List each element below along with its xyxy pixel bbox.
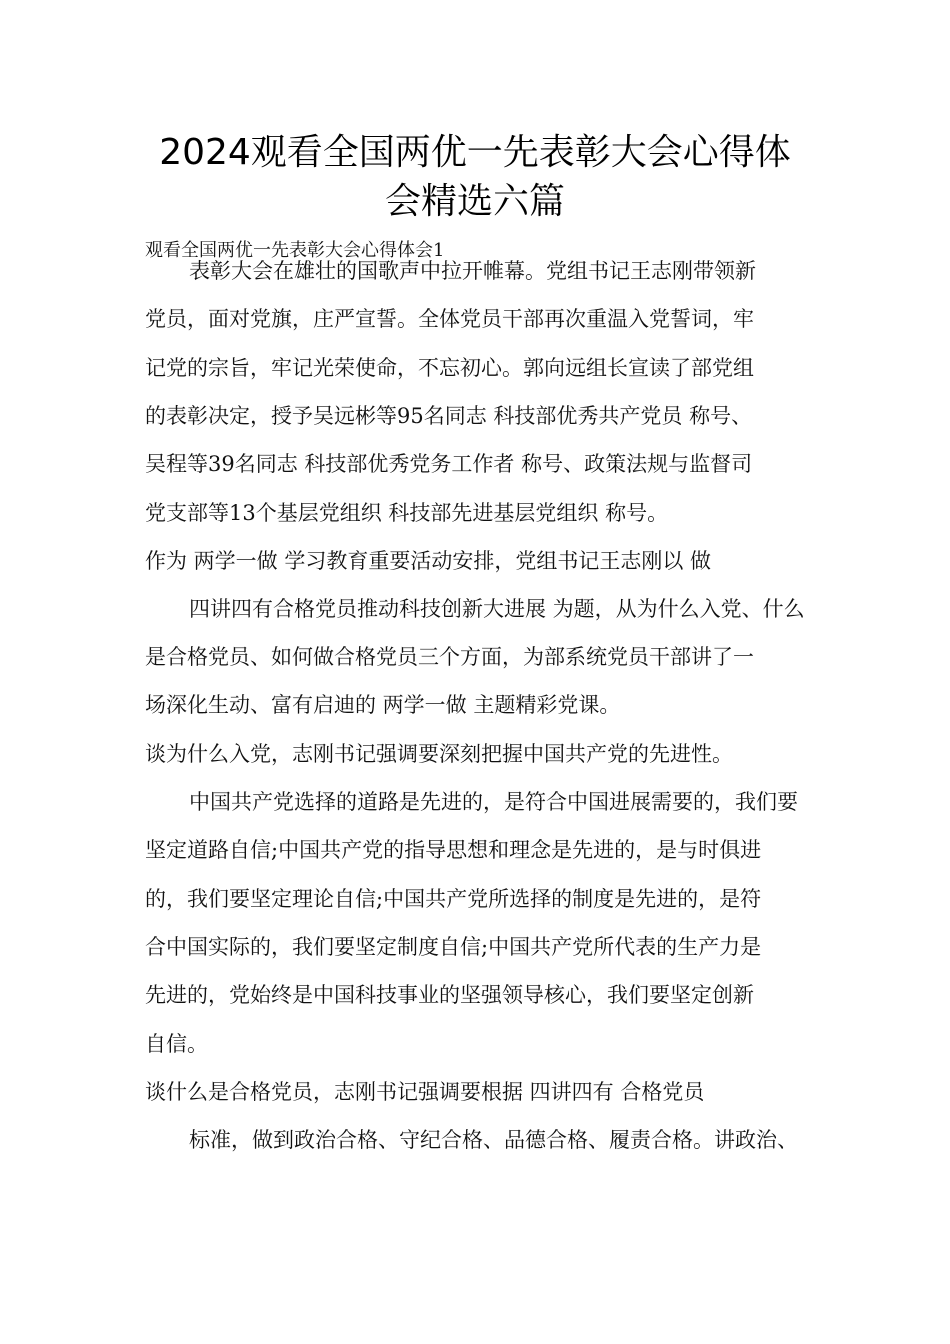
body-line: 坚定道路自信;中国共产党的指导思想和理念是先进的，是与时俱进 [145,838,762,862]
body-line: 记党的宗旨，牢记光荣使命，不忘初心。郭向远组长宣读了部党组 [145,356,754,380]
body-line: 吴程等39名同志 科技部优秀党务工作者 称号、政策法规与监督司 [145,452,753,476]
body-line: 场深化生动、富有启迪的 两学一做 主题精彩党课。 [145,693,621,717]
body-line: 的，我们要坚定理论自信;中国共产党所选择的制度是先进的，是符 [145,887,762,911]
body-line: 先进的，党始终是中国科技事业的坚强领导核心，我们要坚定创新 [145,983,754,1007]
body-line: 是合格党员、如何做合格党员三个方面，为部系统党员干部讲了一 [145,645,754,669]
body-line: 谈为什么入党，志刚书记强调要深刻把握中国共产党的先进性。 [145,742,733,766]
body-line: 标准，做到政治合格、守纪合格、品德合格、履责合格。讲政治、 [189,1128,798,1152]
body-line: 四讲四有合格党员推动科技创新大进展 为题，从为什么入党、什么 [189,597,805,621]
body-line: 谈什么是合格党员，志刚书记强调要根据 四讲四有 合格党员 [145,1080,705,1104]
section-heading: 观看全国两优一先表彰大会心得体会1 [145,240,445,261]
body-line: 自信。 [145,1032,208,1056]
body-line: 合中国实际的，我们要坚定制度自信;中国共产党所代表的生产力是 [145,935,762,959]
body-line: 作为 两学一做 学习教育重要活动安排，党组书记王志刚以 做 [145,549,712,573]
document-title-line-1: 2024观看全国两优一先表彰大会心得体 [159,132,791,173]
body-line: 表彰大会在雄壮的国歌声中拉开帷幕。党组书记王志刚带领新 [189,259,756,283]
document-title-line-2: 会精选六篇 [384,181,565,222]
body-line: 党员，面对党旗，庄严宣誓。全体党员干部再次重温入党誓词，牢 [145,307,754,331]
body-line: 的表彰决定，授予吴远彬等95名同志 科技部优秀共产党员 称号、 [145,404,753,428]
body-line: 党支部等13个基层党组织 科技部先进基层党组织 称号。 [145,501,669,525]
body-line: 中国共产党选择的道路是先进的，是符合中国进展需要的，我们要 [189,790,798,814]
